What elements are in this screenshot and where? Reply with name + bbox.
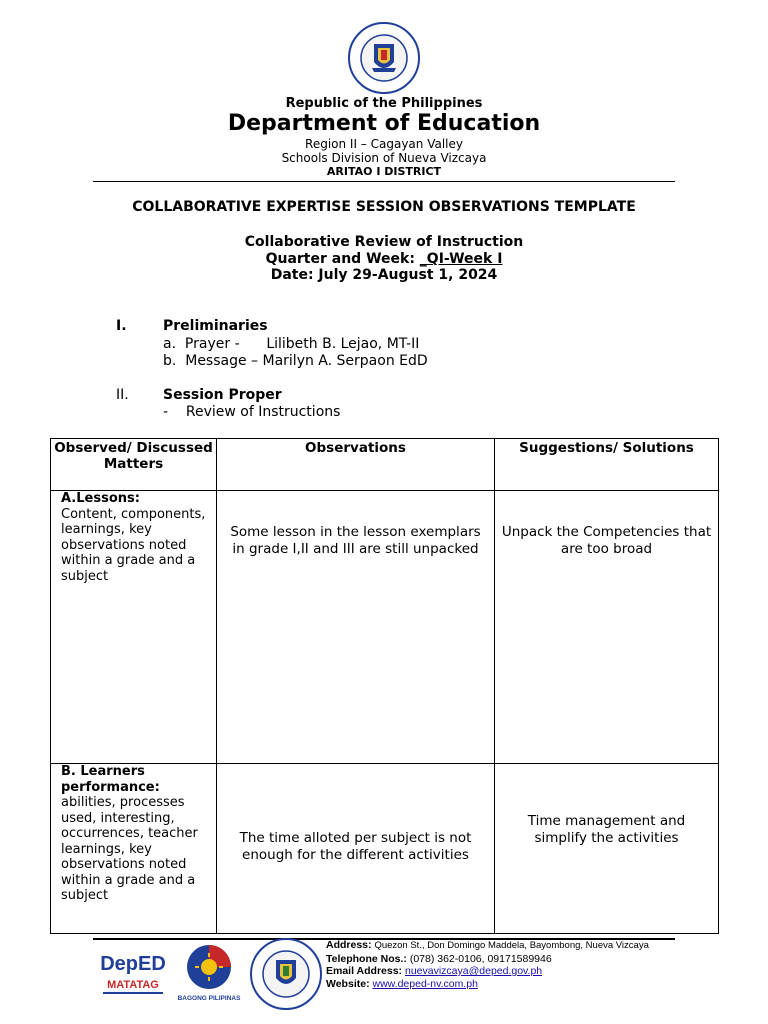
logo-matatag-text: MATATAG (107, 979, 159, 991)
department-heading: Department of Education (227, 111, 541, 136)
header-divider (93, 181, 675, 182)
email-label: Email Address: (326, 965, 403, 977)
district-line: ARITAO I DISTRICT (326, 165, 442, 178)
header-suggestions: Suggestions/ Solutions (495, 439, 719, 491)
row-b-suggestion: Time management and simplify the activities (527, 813, 686, 846)
observations-table (50, 438, 719, 934)
row-b-observation-cell (217, 764, 495, 934)
section-1-item-b: b. Message – Marilyn A. Serpaon EdD (163, 353, 428, 369)
division-line: Schools Division of Nueva Vizcaya (281, 151, 487, 165)
footer-telephone (326, 953, 656, 966)
logo-bagong-text: BAGONG PILIPINAS (177, 995, 241, 1002)
row-b-observation: The time alloted per subject is not enough for the different activities (239, 830, 472, 863)
deped-seal-footer-icon (250, 938, 322, 1010)
section-2-number: II. (116, 387, 129, 403)
row-a-observation: Some lesson in the lesson exemplars in grade I,II and III are still unpacked (230, 524, 481, 557)
website-label: Website: (326, 977, 370, 990)
tel-value: (078) 362-0106, 09171589946 (409, 952, 552, 965)
table-row (51, 491, 719, 764)
section-2-item: - Review of Instructions (163, 404, 341, 420)
table-row (51, 764, 719, 934)
section-1-item-a: a. Prayer - Lilibeth B. Lejao, MT-II (163, 336, 420, 352)
deped-seal-icon (348, 22, 420, 94)
row-b-matter (51, 764, 217, 934)
row-a-suggestion: Unpack the Competencies that are too broad (501, 524, 712, 557)
row-a-label: A.Lessons: (61, 491, 140, 506)
row-b-suggestion-cell (495, 764, 719, 934)
address-label: Address: (326, 939, 372, 951)
header-observed-matters: Observed/ Discussed Matters (51, 439, 217, 491)
bagong-pilipinas-logo-icon (176, 940, 242, 1004)
website-link[interactable]: www.deped-nv.com.ph (372, 977, 478, 990)
quarter-value: _QI-Week I (419, 251, 503, 267)
footer-address (326, 939, 656, 953)
quarter-label: Quarter and Week: (265, 251, 415, 267)
deped-matatag-logo-icon (97, 946, 169, 1000)
region-line: Region II – Cagayan Valley (305, 137, 463, 151)
row-b-label: B. Learners performance: (61, 764, 160, 795)
logo-deped-text: DepED (100, 953, 166, 975)
section-1-title: Preliminaries (163, 318, 268, 334)
quarter-week-line (0, 251, 768, 267)
row-a-observation-cell (217, 491, 495, 764)
row-b-desc: abilities, processes used, interesting, occurrences, teacher learnings, key observations noted within a grade and a subject (61, 795, 198, 903)
row-a-matter (51, 491, 217, 764)
row-a-desc: Content, components, learnings, key observations noted within a grade and a subject (61, 506, 206, 584)
republic-heading: Republic of the Philippines (285, 96, 483, 111)
header-observations: Observations (217, 439, 495, 491)
footer-email (326, 965, 656, 978)
document-title: COLLABORATIVE EXPERTISE SESSION OBSERVATIONS TEMPLATE (132, 199, 636, 215)
document-date: Date: July 29-August 1, 2024 (270, 267, 498, 283)
table-header-row (51, 439, 719, 491)
footer-website (326, 978, 656, 991)
section-2-title: Session Proper (163, 387, 282, 403)
document-subtitle: Collaborative Review of Instruction (244, 234, 524, 250)
tel-label: Telephone Nos.: (326, 952, 407, 965)
section-1-number: I. (116, 318, 127, 334)
footer-contact (326, 939, 656, 990)
row-a-suggestion-cell (495, 491, 719, 764)
address-value: Quezon St., Don Domingo Maddela, Bayombong, Nueva Vizcaya (374, 940, 649, 951)
email-link[interactable]: nuevavizcaya@deped.gov.ph (404, 965, 543, 977)
